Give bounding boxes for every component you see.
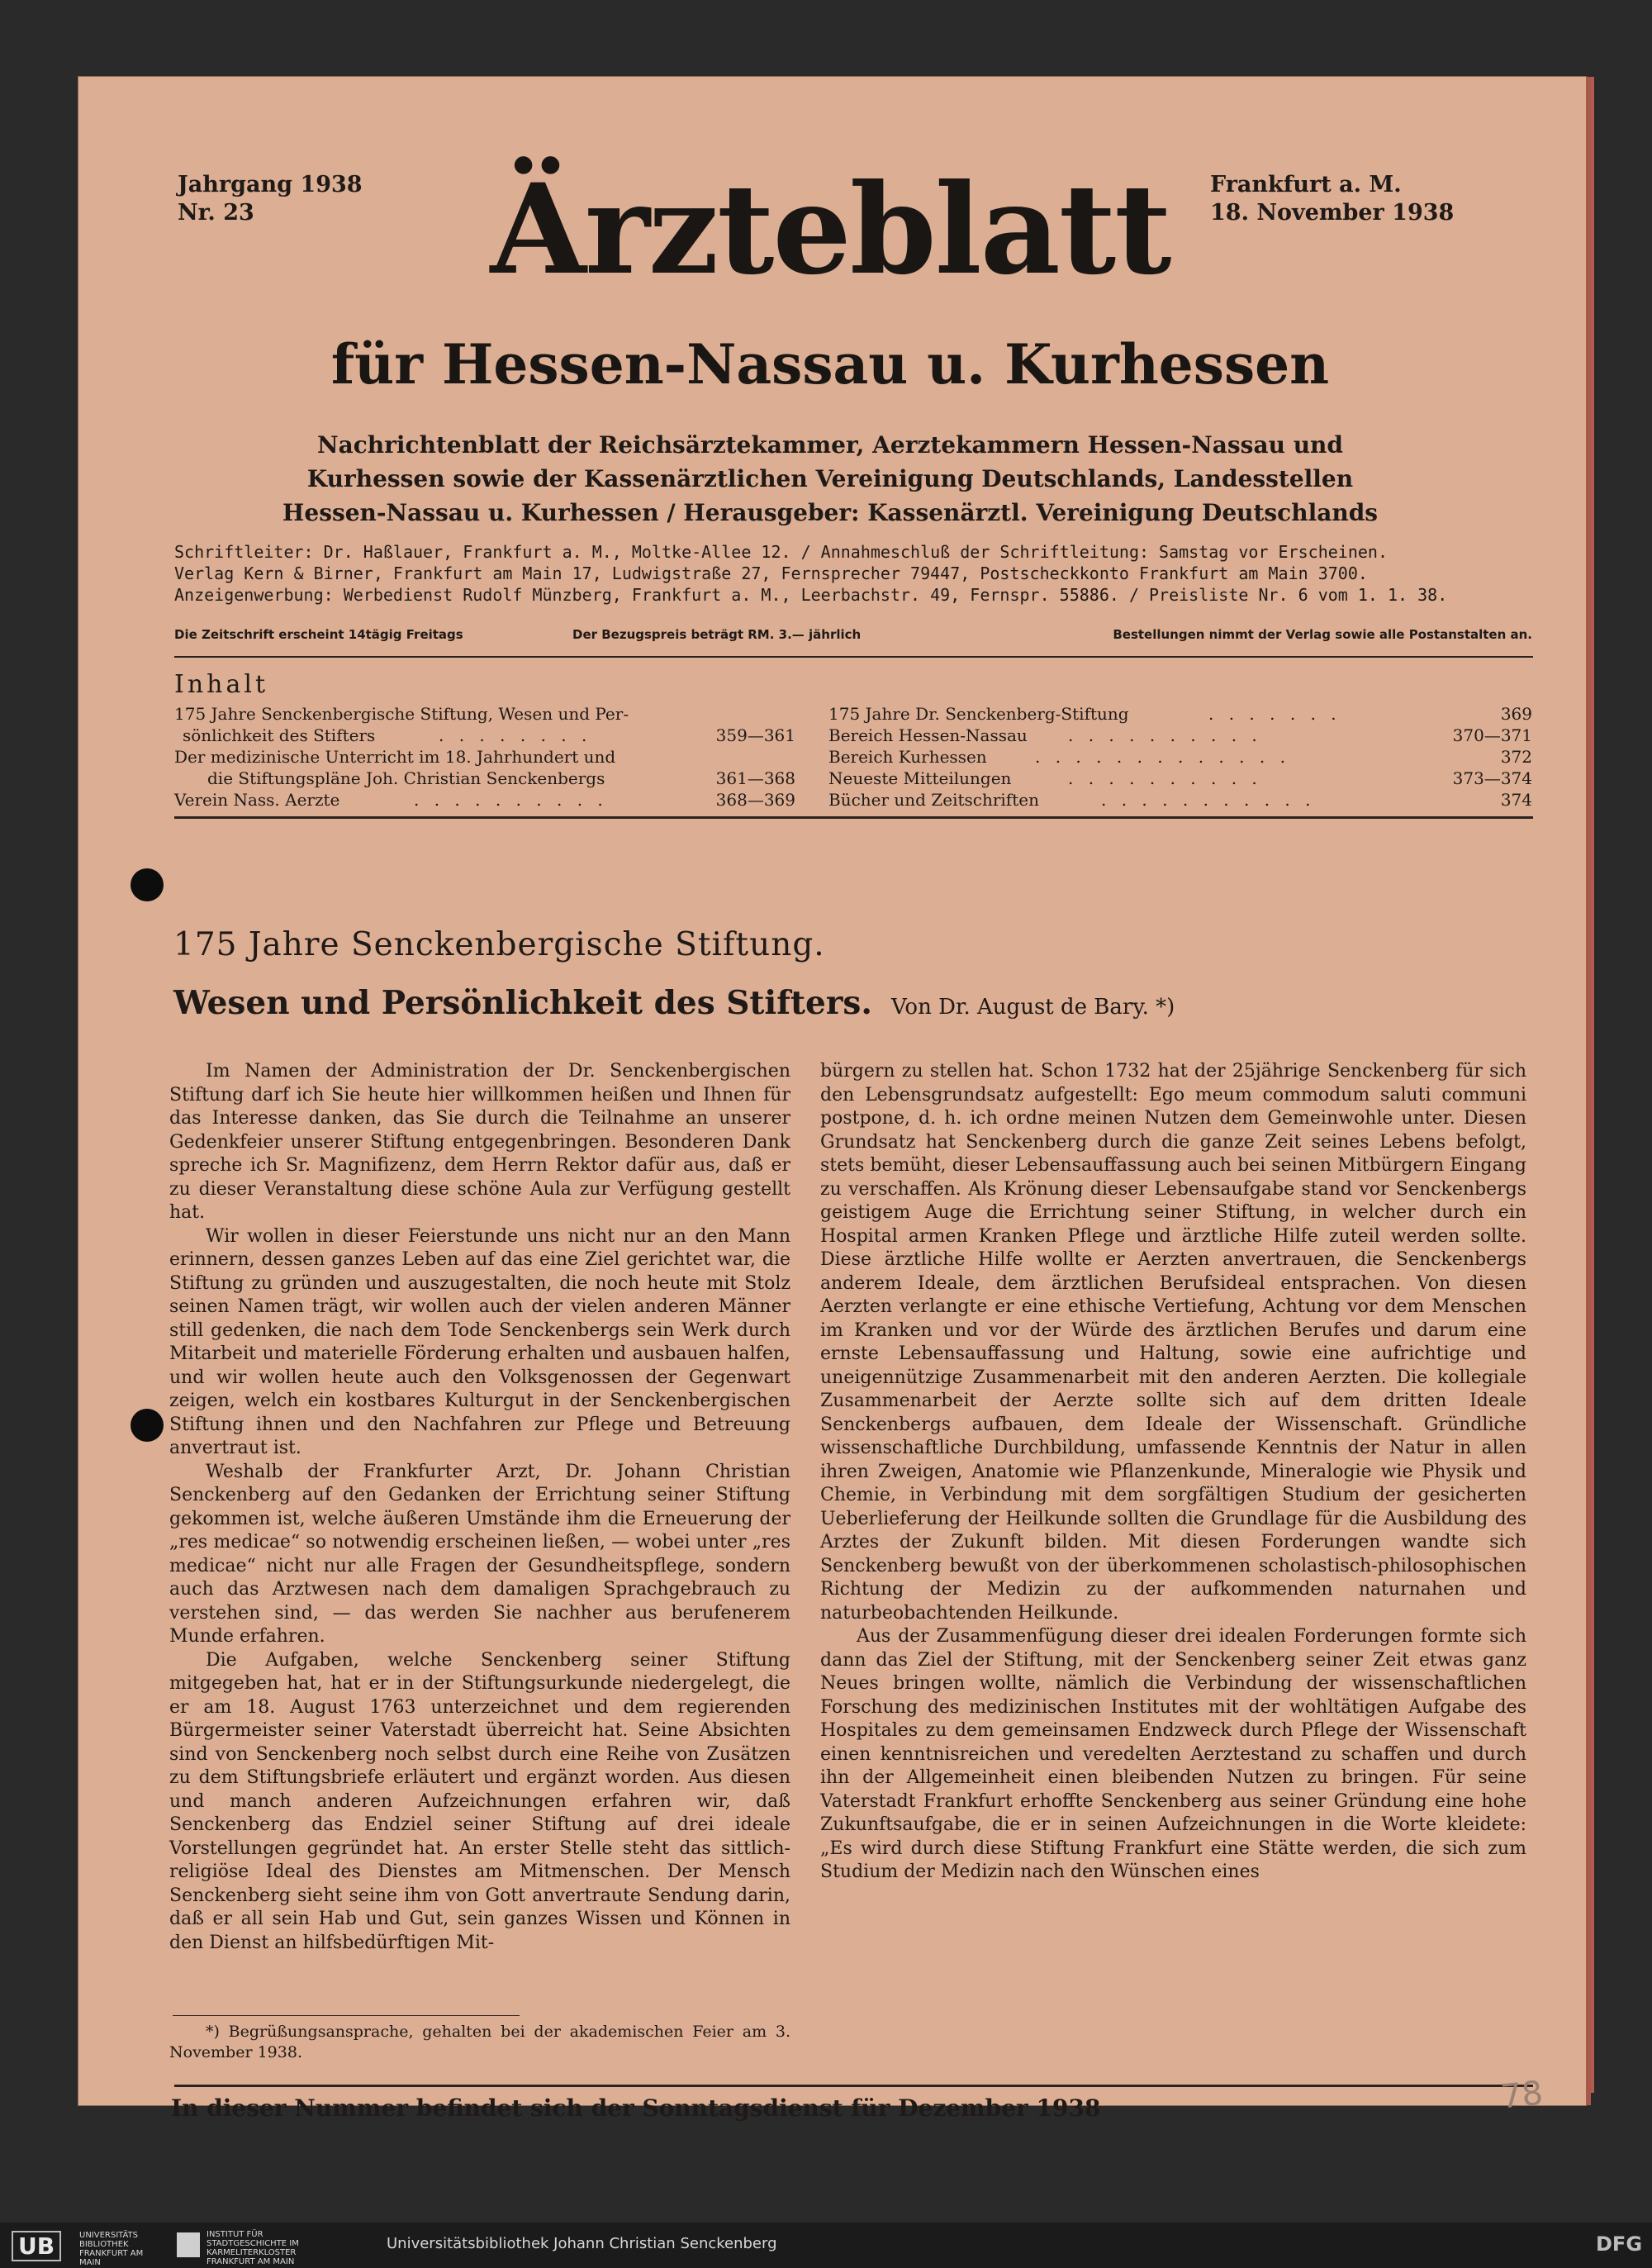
toc-leader: . . . . . . . . . . xyxy=(1068,725,1262,745)
page-edge xyxy=(1588,77,1594,2093)
toc-entry[interactable] xyxy=(828,789,1532,811)
ub-text: UNIVERSITÄTS BIBLIOTHEK FRANKFURT AM MAIN xyxy=(79,2231,144,2267)
toc-entry[interactable] xyxy=(174,768,795,789)
paragraph: Im Namen der Administration der Dr. Senckenbergischen Stiftung darf ich Sie heute hier willkommen heißen und Ihnen für das Interesse danken, das Sie durch die Teilnahme an unserer Gedenkfeier unserer Stiftung entgegenbringen. Besonderen Dank spreche ich Sr. Magnifizenz, dem Herrn Rektor dafür aus, daß er zu dieser Veranstaltung diese schöne Aula zur Verfügung gestellt hat. xyxy=(169,1061,790,1223)
toc-entry-title: Verein Nass. Aerzte xyxy=(174,790,340,810)
divider xyxy=(174,2085,1533,2087)
toc-entry[interactable] xyxy=(828,725,1532,746)
isg-text: INSTITUT FÜR STADTGESCHICHTE IM KARMELITERKLOSTER FRANKFURT AM MAIN xyxy=(206,2230,299,2266)
toc-entry-pages: 359—361 xyxy=(715,725,795,745)
toc-title: Inhalt xyxy=(174,670,269,699)
imprint xyxy=(174,541,1537,606)
toc-entry[interactable] xyxy=(174,703,795,725)
toc-entry-pages: 372 xyxy=(1500,747,1532,767)
toc-entry[interactable] xyxy=(174,746,795,768)
toc-leader: . . . . . . . . xyxy=(439,725,592,745)
library-name: Universitätsbibliothek Johann Christian Senckenberg xyxy=(387,2235,777,2252)
newspaper-page xyxy=(78,77,1586,2122)
toc-leader: . . . . . . . xyxy=(1208,704,1341,724)
imprint-note-orders: Bestellungen nimmt der Verlag sowie alle Postanstalten an. xyxy=(1113,627,1532,642)
footer-bar xyxy=(0,2223,1652,2268)
toc-entry-title: Bücher und Zeitschriften xyxy=(828,790,1039,810)
toc-entry[interactable] xyxy=(828,703,1532,725)
place: Frankfurt a. M. xyxy=(1210,172,1402,197)
footnote: *) Begrüßungsansprache, gehalten bei der akademischen Feier am 3. November 1938. xyxy=(169,2023,790,2061)
ub-logo: UB xyxy=(12,2231,61,2261)
paragraph: Weshalb der Frankfurter Arzt, Dr. Johann Christian Senckenberg auf den Gedanken der Errichtung seiner Stiftung gekommen ist, welche äußeren Umstände ihm die Erneuerung der „res medicae“ so notwendig erscheinen ließen, — wobei unter „res medicae“ nicht nur alle Fragen der Gesundheitspflege, sondern auch das Arztwesen nach dem damaligen Sprachgebrauch zu verstehen sind, — das werden Sie nachher aus berufenerem Munde erfahren. xyxy=(169,1461,790,1647)
volume: Jahrgang 1938 xyxy=(178,172,363,197)
imprint-note-frequency: Die Zeitschrift erscheint 14tägig Freitags xyxy=(174,627,463,642)
toc-leader: . . . . . . . . . . . . . xyxy=(1035,747,1290,767)
toc-entry[interactable] xyxy=(174,789,795,811)
publisher-line: Hessen-Nassau u. Kurhessen / Herausgeber: Kassenärztl. Vereinigung Deutschlands xyxy=(282,499,1379,526)
toc-entry-pages: 361—368 xyxy=(715,768,795,788)
toc-entry-title: Der medizinische Unterricht im 18. Jahrhundert und xyxy=(174,747,616,767)
footnote-rule xyxy=(173,2015,520,2016)
publisher-line: Nachrichtenblatt der Reichsärztekammer, Aerztekammern Hessen-Nassau und xyxy=(317,431,1343,459)
toc-entry[interactable] xyxy=(828,768,1532,789)
toc-leader: . . . . . . . . . . xyxy=(1068,768,1262,788)
bottom-note: In dieser Nummer befindet sich der Sonntagsdienst für Dezember 1938 xyxy=(171,2094,1101,2122)
issue-number: Nr. 23 xyxy=(178,200,254,226)
isg-logo-icon xyxy=(177,2232,200,2257)
paragraph: Aus der Zusammenfügung dieser drei idealen Forderungen formte sich dann das Ziel der Stiftung, mit der Senckenberg seiner Zeit etwas ganz Neues bringen wollte, nämlich die Verbindung der wissenschaftlichen Forschung des medizinischen Institutes mit der wohltätigen Aufgabe des Hospitales zu dem gemeinsamen Endzweck durch Pflege der Wissenschaft einen kenntnisreichen und veredelten Aerztestand zu schaffen und durch ihn der Allgemeinheit einen bleibenden Nutzen zu bringen. Für seine Vaterstadt Frankfurt erhoffte Senckenberg aus seiner Gründung eine hohe Zukunftsaufgabe, die er in seinen Aufzeichnungen in die Worte kleidete: „Es wird durch diese Stiftung Frankfurt eine Stätte werden, die sich zum Studium der Medizin nach den Wünschen eines xyxy=(820,1626,1526,1882)
article-subtitle: Wesen und Persönlichkeit des Stifters. xyxy=(173,984,872,1022)
divider xyxy=(174,656,1533,658)
toc-entry[interactable] xyxy=(174,725,795,746)
toc-leader: . . . . . . . . . . xyxy=(414,790,608,810)
toc-entry-title: die Stiftungspläne Joh. Christian Senckenbergs xyxy=(207,768,605,788)
pencil-mark: 78 xyxy=(1498,2074,1545,2117)
imprint-line: Schriftleiter: Dr. Haßlauer, Frankfurt a. M., Moltke-Allee 12. / Annahmeschluß der Schriftleitung: Samstag vor Erscheinen. xyxy=(174,542,1389,562)
toc-left xyxy=(174,703,795,811)
imprint-line: Anzeigenwerbung: Werbedienst Rudolf Münzberg, Frankfurt a. M., Leerbachstr. 49, Fernspr. 55886. / Preisliste Nr. 6 vom 1. 1. 38. xyxy=(174,585,1448,605)
toc-entry-pages: 370—371 xyxy=(1452,725,1532,745)
toc-entry-pages: 374 xyxy=(1500,790,1532,810)
article-column-2 xyxy=(820,1060,1526,1885)
toc-entry-title: Bereich Kurhessen xyxy=(828,747,987,767)
toc-entry-title: Bereich Hessen-Nassau xyxy=(828,725,1028,745)
toc-right xyxy=(828,703,1532,811)
masthead-subtitle: für Hessen-Nassau u. Kurhessen xyxy=(330,332,1330,397)
article-title: 175 Jahre Senckenbergische Stiftung. xyxy=(173,926,825,963)
punch-hole xyxy=(131,1409,164,1442)
publisher-info xyxy=(169,428,1491,530)
toc-entry[interactable] xyxy=(828,746,1532,768)
article-subtitle-line xyxy=(173,984,1175,1022)
masthead-title: Ärzteblatt xyxy=(490,157,1170,302)
toc-entry-title: sönlichkeit des Stifters xyxy=(183,725,376,745)
imprint-note-price: Der Bezugspreis beträgt RM. 3.— jährlich xyxy=(572,627,862,642)
divider xyxy=(174,816,1533,819)
toc-entry-title: 175 Jahre Senckenbergische Stiftung, Wesen und Per- xyxy=(174,704,629,724)
toc-entry-title: 175 Jahre Dr. Senckenberg-Stiftung xyxy=(828,704,1129,724)
publisher-line: Kurhessen sowie der Kassenärztlichen Vereinigung Deutschlands, Landesstellen xyxy=(306,465,1354,492)
toc-entry-pages: 368—369 xyxy=(715,790,795,810)
dfg-logo: DFG xyxy=(1596,2232,1643,2256)
punch-hole xyxy=(131,868,164,901)
issue-date: 18. November 1938 xyxy=(1210,200,1455,226)
toc-leader: . . . . . . . . . . . xyxy=(1101,790,1316,810)
toc-entry-title: Neueste Mitteilungen xyxy=(828,768,1012,788)
imprint-line: Verlag Kern & Birner, Frankfurt am Main 17, Ludwigstraße 27, Fernsprecher 79447, Postscheckkonto Frankfurt am Main 3700. xyxy=(174,563,1368,583)
toc-entry-pages: 373—374 xyxy=(1452,768,1532,788)
article-column-1 xyxy=(169,1060,790,1955)
paragraph: Die Aufgaben, welche Senckenberg seiner Stiftung mitgegeben hat, hat er in der Stiftungsurkunde niedergelegt, die er am 18. August 1763 unterzeichnet und dem regierenden Bürgermeister seiner Vaterstadt überreicht hat. Seine Absichten sind von Senckenberg noch selbst durch eine Reihe von Zusätzen zu dem Stiftungsbriefe erläutert und ergänzt worden. Aus diesen und manch anderen Aufzeichnungen erfahren wir, daß Senckenberg das Endziel seiner Stiftung auf drei ideale Vorstellungen gegründet hat. An erster Stelle steht das sittlich-religiöse Ideal des Dienstes am Mitmenschen. Der Mensch Senckenberg sieht seine ihm von Gott anvertraute Sendung darin, daß er all sein Hab und Gut, sein ganzes Wissen und Können in den Dienst an hilfsbedürftigen Mit- xyxy=(169,1649,790,1953)
article-byline: Von Dr. August de Bary. *) xyxy=(891,995,1175,1020)
toc-entry-pages: 369 xyxy=(1500,704,1532,724)
paragraph: bürgern zu stellen hat. Schon 1732 hat der 25jährige Senckenberg für sich den Lebensgrundsatz aufgestellt: Ego meum commodum saluti communi postpone, d. h. ich ordne meinen Nutzen dem Gemeinwohle unter. Diesen Grundsatz hat Senckenberg durch die ganze Zeit seines Lebens befolgt, stets bemüht, dieser Lebensauffassung auch bei seinen Mitbürgern Eingang zu verschaffen. Als Krönung dieser Lebensaufgabe stand vor Senckenbergs geistigem Auge die Errichtung seiner Stiftung, in welcher durch ein Hospital armen Kranken Pflege und ärztliche Hilfe zuteil werden sollte. Diese ärztliche Hilfe wollte er Aerzten anvertrauen, die Senckenbergs anderem Ideale, dem ärztlichen Berufsideal entsprachen. Von diesen Aerzten verlangte er eine ethische Vertiefung, Achtung vor dem Menschen im Kranken und vor der Würde des ärztlichen Berufes und darum eine ernste Lebensauffassung und Haltung, sowie eine aufrichtige und uneigennützige Zusammenarbeit mit den anderen Aerzten. Die kollegiale Zusammenarbeit der Aerzte sollte sich auf dem dritten Ideale Senckenbergs aufbauen, dem Ideale der Wissenschaft. Gründliche wissenschaftliche Durchbildung, umfassende Kenntnis der Natur in allen ihren Zweigen, Anatomie wie Pflanzenkunde, Mineralogie wie Physik und Chemie, in Verbindung mit dem sorgfältigen Studium der gesicherten Ueberlieferung der Heilkunde sollten die Grundlage für die Ausbildung des Arztes der Zukunft bilden. Mit diesen Forderungen wandte sich Senckenberg bewußt von der überkommenen scholastisch-philosophischen Richtung der Medizin zu der aufkommenden naturnahen und naturbeobachtenden Heilkunde. xyxy=(820,1061,1526,1624)
paragraph: Wir wollen in dieser Feierstunde uns nicht nur an den Mann erinnern, dessen ganzes Leben auf das eine Ziel gerichtet war, die Stiftung zu gründen und auszugestalten, die noch heute mit Stolz seinen Namen trägt, wir wollen auch der vielen anderen Männer still gedenken, die nach dem Tode Senckenbergs sein Werk durch Mitarbeit und materielle Förderung erhalten und ausbauen halfen, und wir wollen heute auch den Volksgenossen der Gegenwart zeigen, welch ein kostbares Kulturgut in der Senckenbergischen Stiftung ihnen und den Nachfahren zur Pflege und Betreuung anvertraut ist. xyxy=(169,1225,790,1458)
